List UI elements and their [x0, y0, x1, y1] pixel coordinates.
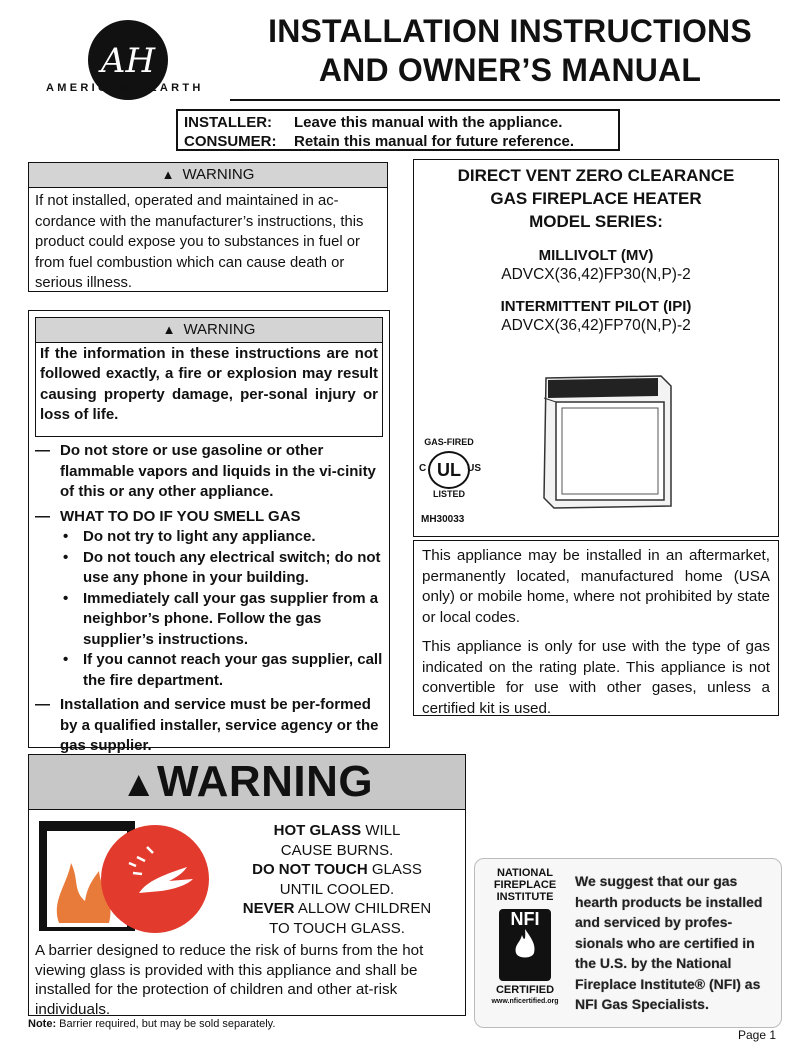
bullet-item: • Immediately call your gas supplier from a neighbor’s phone. Follow the gas supplier’s instructions. — [63, 589, 379, 648]
page-title: INSTALLATION INSTRUCTIONS AND OWNER’S MANUAL — [268, 13, 752, 88]
nfi-flame-icon: NFI — [499, 909, 551, 981]
hot-glass-text: HOT GLASS WILL CAUSE BURNS. DO NOT TOUCH GLASS UNTIL COOLED. NEVER ALLOW CHILDREN TO TOUCH GLASS. — [242, 822, 432, 937]
fireplace-illustration — [536, 368, 676, 514]
bullet-item: • If you cannot reach your gas supplier, call the fire department. — [63, 651, 383, 689]
list-item: — Installation and service must be per-formed by a qualified installer, service agency or the gas supplier. — [35, 696, 379, 754]
ul-listed-badge: GAS-FIRED C UL US LISTED — [419, 437, 481, 499]
hot-glass-burn-icon — [37, 817, 212, 937]
product-title: DIRECT VENT ZERO CLEARANCE GAS FIREPLACE HEATER MODEL SERIES: — [457, 166, 735, 231]
mv-label: MILLIVOLT (MV) — [538, 247, 654, 264]
nfi-text: We suggest that our gas hearth products be installed and serviced by profes-sionals who are certified in the U.S. by the National Fireplace Institute® (NFI) as NFI Gas Specialists. — [575, 873, 763, 1012]
mv-model: ADVCX(36,42)FP30(N,P)-2 — [501, 266, 691, 283]
brand-name: AMERICAN HEARTH — [46, 82, 204, 94]
nfi-certification — [474, 858, 782, 1028]
appliance-para: This appliance is only for use with the type of gas indicated on the rating plate. This appliance is not convertible for use with other gases, unless a certified kit is used. — [422, 638, 770, 717]
appliance-para: This appliance may be installed in an aftermarket, permanently located, manufactured home (USA only) or mobile home, where not prohibited by state or local codes. — [422, 547, 770, 626]
appliance-info — [413, 540, 779, 716]
warning-triangle-icon: ▲ — [120, 763, 157, 804]
warning-fire-explosion — [28, 310, 390, 754]
warning-triangle-icon: ▲ — [161, 167, 175, 182]
ul-logo-icon: UL — [428, 451, 470, 489]
warning-intro: If the information in these instructions are not followed exactly, a fire or explosion may result causing property damage, per-sonal injury or loss of life. — [40, 345, 378, 423]
warning-fuel-exposure — [28, 162, 388, 292]
installer-notice: INSTALLER: Leave this manual with the appliance. CONSUMER: Retain this manual for future reference. — [176, 109, 620, 151]
title-divider — [230, 99, 780, 101]
bullet-item: • Do not touch any electrical switch; do not use any phone in your building. — [63, 548, 381, 586]
warning-triangle-icon: ▲ — [162, 322, 176, 337]
svg-text:AH: AH — [100, 41, 156, 81]
warning-text: If not installed, operated and maintained in ac-cordance with the manufacturer’s instructions, this product could expose you to substances in fuel or from fuel combustion which can cause death or serious illness. — [35, 193, 364, 291]
ipi-model: ADVCX(36,42)FP70(N,P)-2 — [501, 317, 691, 334]
hot-glass-warning — [28, 754, 466, 1016]
barrier-note: Note: Barrier required, but may be sold separately. — [28, 1018, 276, 1030]
figure-code: MH30033 — [421, 514, 465, 525]
nfi-logo: NATIONAL FIREPLACE INSTITUTE NFI CERTIFIED www.nficertified.org — [491, 867, 559, 1005]
warning-heading: ▲ WARNING — [29, 163, 387, 188]
gas-safety-list — [35, 437, 385, 757]
page-number: Page 1 — [738, 1028, 777, 1042]
ipi-label: INTERMITTENT PILOT (IPI) — [500, 298, 692, 315]
list-item: — WHAT TO DO IF YOU SMELL GAS — [35, 507, 301, 525]
bullet-item: • Do not try to light any appliance. — [63, 528, 316, 545]
warning-heading: ▲WARNING — [29, 755, 465, 810]
list-item: — Do not store or use gasoline or other flammable vapors and liquids in the vi-cinity of this or any other appliance. — [35, 442, 376, 500]
warning-heading: ▲ WARNING — [36, 318, 382, 343]
barrier-text: A barrier designed to reduce the risk of burns from the hot viewing glass is provided with this appliance and shall be installed for the protection of children and other at-risk individuals. — [35, 942, 424, 1018]
